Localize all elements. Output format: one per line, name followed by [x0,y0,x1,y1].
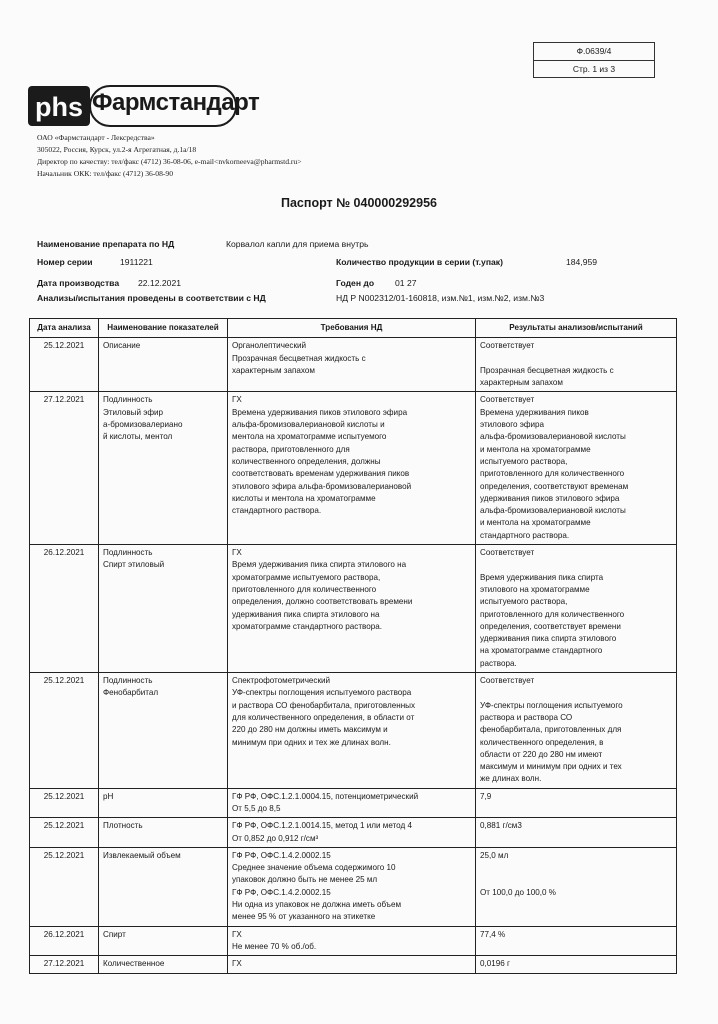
analysis-table [29,318,677,974]
requirement-cell [228,545,476,673]
result-line: и ментола на хроматограмме [480,444,591,454]
result-line: От 100,0 до 100,0 % [480,887,556,897]
requirement-line: ГХ [232,548,242,558]
logo-name: Фармстандарт [92,89,260,116]
table-row [30,926,677,956]
requirement-line: кислоты и ментола на хроматограмме [232,493,376,503]
result-line: раствора и раствора СО [480,712,573,722]
result-line: максимум и минимум при одних и тех [480,762,622,772]
company-line: Начальник ОКК: тел/факс (4712) 36-08-90 [37,169,174,178]
result-line: этилового на хроматограмме [480,584,590,594]
analysis-date: 26.12.2021 [30,545,99,673]
indicator-name-line: Подлинность [103,548,153,558]
expiry-value: 01 27 [395,278,417,288]
requirement-line: Прозрачная бесцветная жидкость с [232,353,366,363]
result-line: Соответствует [480,395,535,405]
result-cell [476,788,677,818]
indicator-name-line: Спирт этиловый [103,560,165,570]
drug-name-value: Корвалол капли для приема внутрь [226,239,369,249]
requirement-line: менее 95 % от указанного на этикетке [232,912,376,922]
passport-title: Паспорт № 040000292956 [281,196,437,210]
indicator-name-line: а-бромизовалериано [103,420,183,430]
requirement-line: альфа-бромизовалериановой кислоты и [232,420,385,430]
indicator-name-line: Подлинность [103,676,153,686]
result-line: количественного определения, в [480,737,604,747]
indicator-name-line: Фенобарбитал [103,688,159,698]
result-line: испытуемого раствора, [480,456,568,466]
table-body [30,338,677,973]
requirement-line: Ни одна из упаковок не должна иметь объем [232,900,402,910]
table-row [30,956,677,973]
requirement-line: хроматограмме испытуемого раствора, [232,572,381,582]
requirement-line: ГФ РФ, ОФС.1.2.1.0004.15, потенциометрический [232,791,419,801]
result-line: приготовленного для количественного [480,469,625,479]
result-line: приготовленного для количественного [480,609,625,619]
result-line: Соответствует [480,676,535,686]
table-row [30,788,677,818]
indicator-name-cell [99,545,228,673]
table-row [30,338,677,392]
result-line: определения, соответствует времени [480,621,621,631]
requirement-line: этилового эфира альфа-бромизовалериановой [232,481,412,491]
form-code: Ф.0639/4 [534,43,654,61]
requirement-line: ГФ РФ, ОФС.1.4.2.0002.15 [232,850,331,860]
result-line: альфа-бромизовалериановой кислоты [480,506,626,516]
indicator-name-cell [99,338,228,392]
indicator-name-line: Этиловый эфир [103,407,164,417]
page-counter: Стр. 1 из 3 [572,64,616,74]
requirement-line: Органолептический [232,341,307,351]
analysis-date: 27.12.2021 [30,392,99,545]
result-cell [476,338,677,392]
table-row [30,818,677,848]
requirement-line: удерживания пика спирта этилового на [232,609,380,619]
result-line [480,874,672,886]
requirement-line: 220 до 280 нм должны иметь максимум и [232,725,388,735]
indicator-name-cell [99,392,228,545]
result-line: удерживания пиков этилового эфира [480,493,620,503]
result-line: 7,9 [480,791,492,801]
result-line [480,687,672,699]
requirement-cell [228,956,476,973]
table-row [30,673,677,789]
requirement-cell [228,392,476,545]
expiry-label: Годен до [336,278,375,288]
requirement-line: Время удерживания пика спирта этилового на [232,560,407,570]
analysis-date: 25.12.2021 [30,788,99,818]
result-line [480,862,672,874]
indicator-name-cell [99,818,228,848]
result-cell [476,545,677,673]
requirement-line: Среднее значение объема содержимого 10 [232,863,396,873]
result-line: Соответствует [480,341,535,351]
result-line [480,559,672,571]
requirement-line: для количественного определения, в области от [232,712,415,722]
requirement-line: От 5,5 до 8,5 [232,803,281,813]
analysis-date: 25.12.2021 [30,673,99,789]
requirement-line: Времена удерживания пиков этилового эфира [232,407,408,417]
result-line: характерным запахом [480,378,563,388]
indicator-name-cell [99,926,228,956]
production-date-label: Дата производства [37,278,120,288]
indicator-name-cell [99,788,228,818]
header-date: Дата анализа [30,319,99,338]
result-cell [476,956,677,973]
requirement-line: ГФ РФ, ОФС.1.2.1.0014.15, метод 1 или метод 4 [232,821,412,831]
analysis-date: 25.12.2021 [30,818,99,848]
requirement-line: упаковок должно быть не менее 25 мл [232,875,378,885]
production-date-value: 22.12.2021 [138,278,182,288]
table-row [30,392,677,545]
series-value: 1911221 [120,257,153,267]
result-line: же длинах волн. [480,774,542,784]
requirement-line: Не менее 70 % об./об. [232,941,317,951]
result-cell [476,392,677,545]
result-line: Прозрачная бесцветная жидкость с [480,365,614,375]
indicator-name-cell [99,956,228,973]
requirement-line: ментола на хроматограмме испытуемого [232,432,387,442]
requirement-line: ГХ [232,395,242,405]
result-line: альфа-бромизовалериановой кислоты [480,432,626,442]
result-line: 25,0 мл [480,850,509,860]
result-line: УФ-спектры поглощения испытуемого [480,700,623,710]
result-cell [476,847,677,926]
series-label: Номер серии [37,257,93,267]
result-line: удерживания пика спирта этилового [480,634,617,644]
analysis-date: 25.12.2021 [30,847,99,926]
header-results: Результаты анализов/испытаний [476,319,677,338]
result-line: на хроматограмме стандартного [480,646,603,656]
indicator-name-line: Описание [103,341,141,351]
quantity-label: Количество продукции в серии (т.упак) [336,257,503,267]
result-line: этилового эфира [480,420,545,430]
indicator-name-line: Количественное [103,959,165,969]
indicator-name-cell [99,673,228,789]
requirement-line: стандартного раствора. [232,506,322,516]
result-line: Времена удерживания пиков [480,407,589,417]
tests-basis-label: Анализы/испытания проведены в соответствии с НД [37,293,266,303]
requirement-line: ГФ РФ, ОФС.1.4.2.0002.15 [232,887,331,897]
result-line: области от 220 до 280 нм имеют [480,749,603,759]
indicator-name-line: Спирт [103,929,126,939]
requirement-cell [228,926,476,956]
result-cell [476,673,677,789]
header-indicator: Наименование показателей [99,319,228,338]
result-cell [476,926,677,956]
company-line: 305022, Россия, Курск, ул.2-я Агрегатная, д.1а/18 [37,145,197,154]
requirement-cell [228,788,476,818]
indicator-name-line: Подлинность [103,395,153,405]
result-line: 77,4 % [480,929,506,939]
requirement-cell [228,847,476,926]
result-line: испытуемого раствора, [480,597,568,607]
company-line: ОАО «Фармстандарт - Лексредства» [37,133,155,142]
requirement-line: хроматограмме стандартного раствора. [232,621,382,631]
requirement-cell [228,338,476,392]
tests-basis-value: НД Р N002312/01-160818, изм.№1, изм.№2, изм.№3 [336,293,545,303]
result-line: и ментола на хроматограмме [480,518,591,528]
indicator-name-cell [99,847,228,926]
table-header-row [30,319,677,338]
analysis-date: 26.12.2021 [30,926,99,956]
table-row [30,847,677,926]
requirement-line: минимум при одних и тех же длинах волн. [232,737,391,747]
indicator-name-line: Извлекаемый объем [103,850,181,860]
requirement-line: ГХ [232,929,242,939]
indicator-name-line: Плотность [103,821,143,831]
requirement-line: и раствора СО фенобарбитала, приготовленных [232,700,416,710]
logo-symbol: phs [34,92,84,122]
result-cell [476,818,677,848]
result-line: Соответствует [480,548,535,558]
indicator-name-line: pH [103,791,114,801]
company-line: Директор по качеству: тел/факс (4712) 36-08-06, e-mail<nvkorneeva@pharmstd.ru> [37,157,302,166]
requirement-line: количественного определения, должны [232,456,381,466]
table-row [30,545,677,673]
form-number-box [533,42,655,78]
requirement-line: соответствовать временам удерживания пиков [232,469,410,479]
requirement-line: характерным запахом [232,365,315,375]
requirement-line: приготовленного для количественного [232,584,377,594]
requirement-cell [228,673,476,789]
result-line: стандартного раствора. [480,530,570,540]
result-line: 0,881 г/см3 [480,821,522,831]
analysis-date: 27.12.2021 [30,956,99,973]
result-line: раствора. [480,658,517,668]
drug-name-label: Наименование препарата по НД [37,239,175,249]
result-line [480,353,672,365]
indicator-name-line: й кислоты, ментол [103,432,173,442]
requirement-line: определения, должно соответствовать времени [232,597,413,607]
analysis-date: 25.12.2021 [30,338,99,392]
company-info [37,132,302,180]
requirement-line: УФ-спектры поглощения испытуемого раствора [232,688,412,698]
requirement-line: Спектрофотометрический [232,676,331,686]
quantity-value: 184,959 [566,257,598,267]
result-line: 0,0196 г [480,959,510,969]
result-line: фенобарбитала, приготовленных для [480,725,622,735]
requirement-line: От 0,852 до 0,912 г/см³ [232,833,319,843]
header-requirements: Требования НД [228,319,476,338]
requirement-cell [228,818,476,848]
requirement-line: ГХ [232,959,242,969]
result-line: Время удерживания пика спирта [480,572,604,582]
requirement-line: раствора, приготовленного для [232,444,350,454]
result-line: определения, соответствуют временам [480,481,629,491]
